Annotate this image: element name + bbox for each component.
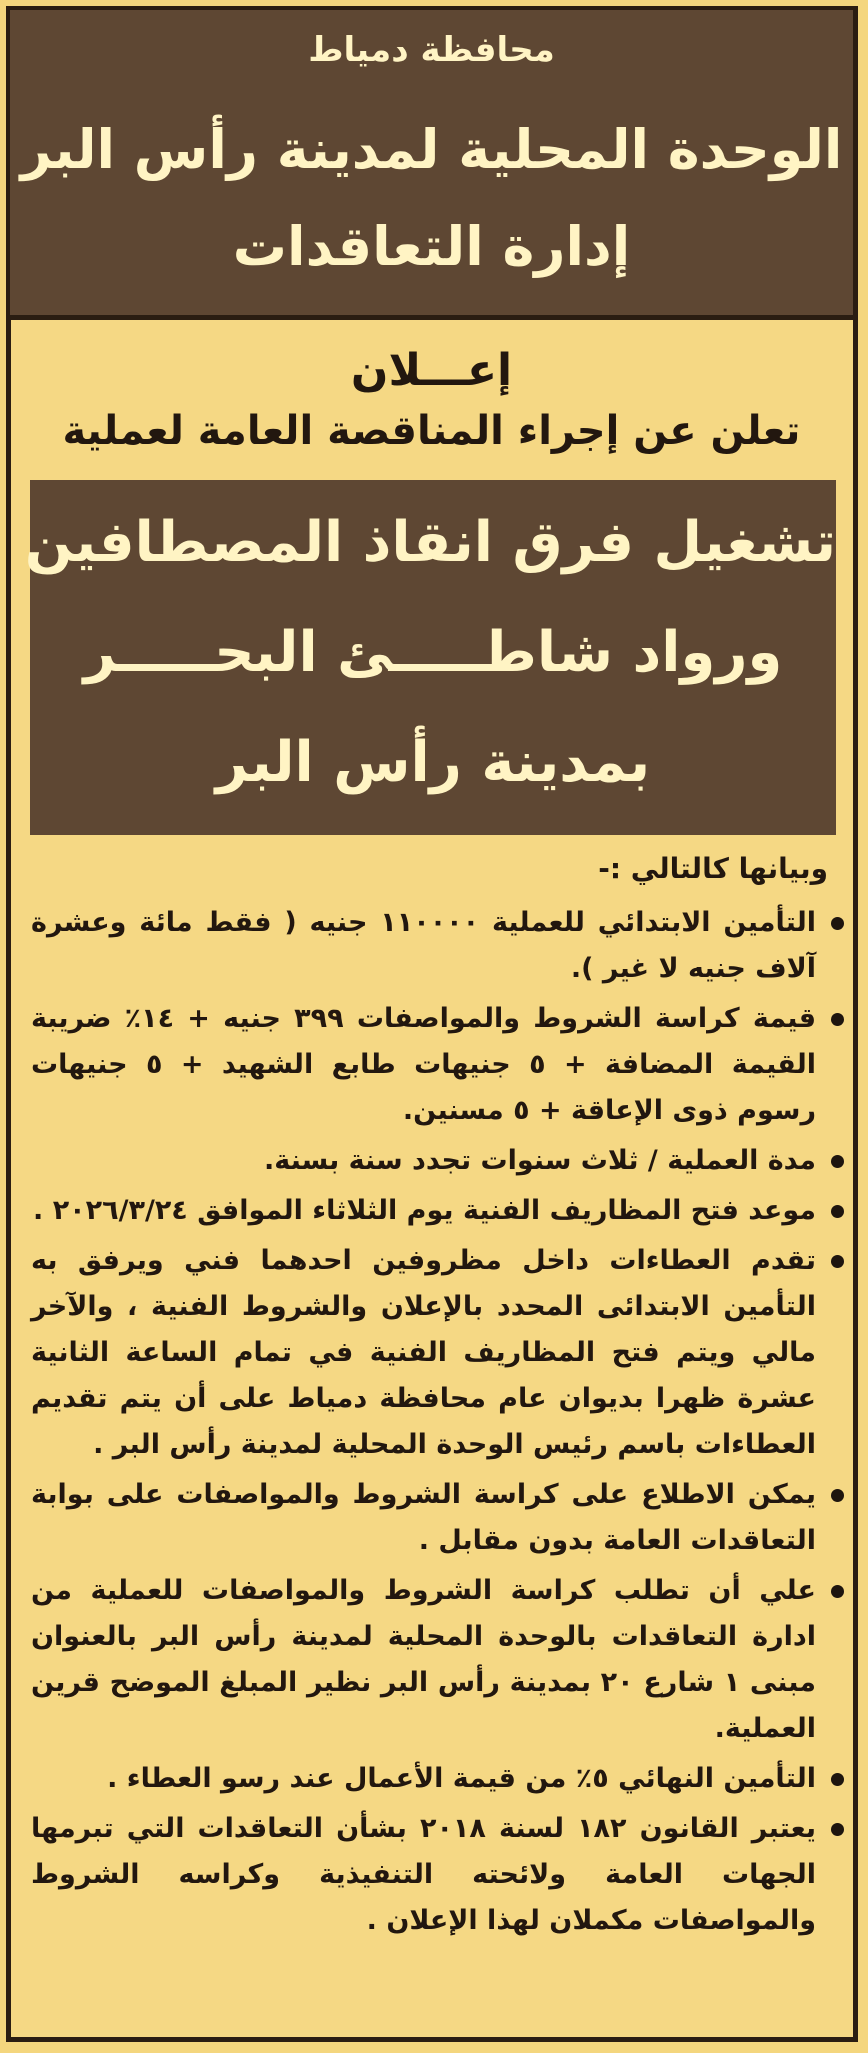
bullet-icon [831, 1489, 844, 1502]
item-text: تقدم العطاءات داخل مظروفين احدهما فني ويرفق به التأمين الابتدائى المحدد بالإعلان والشروط الفنية ، والآخر مالي ويتم فتح المظاريف الفنية في تمام الساعة الثانية عشرة ظهرا بديوان عام محافظة دمياط على أن يتم تقديم العطاءات باسم رئيس الوحدة المحلية لمدينة رأس البر . [31, 1245, 816, 1460]
list-item [31, 1806, 846, 1944]
bullet-icon [831, 917, 844, 930]
item-text: علي أن تطلب كراسة الشروط والمواصفات للعملية من ادارة التعاقدات بالوحدة المحلية لمدينة رأس البر بالعنوان مبنى ١ شارع ٢٠ بمدينة رأس البر نظير المبلغ الموضح قرين العملية. [31, 1575, 816, 1744]
bullet-icon [831, 1155, 844, 1168]
subject-line-1: تشغيل فرق انقاذ المصطافين [24, 510, 836, 575]
item-text: مدة العملية / ثلاث سنوات تجدد سنة بسنة. [264, 1145, 816, 1176]
list-item [31, 1568, 846, 1752]
list-item [31, 1188, 846, 1234]
subject-line-3: بمدينة رأس البر [215, 730, 651, 795]
list-item [31, 900, 846, 992]
tender-details-list [31, 900, 846, 1948]
details-intro: وبيانها كالتالي :- [598, 852, 828, 885]
bullet-icon [831, 1823, 844, 1836]
bullet-icon [831, 1013, 844, 1026]
item-text: التأمين النهائي ٥٪ من قيمة الأعمال عند رسو العطاء . [107, 1763, 816, 1794]
item-text: موعد فتح المظاريف الفنية يوم الثلاثاء الموافق ٢٠٢٦/٣/٢٤ . [33, 1195, 816, 1226]
tender-subject-banner [24, 480, 836, 835]
item-text: قيمة كراسة الشروط والمواصفات ٣٩٩ جنيه + ١٤٪ ضريبة القيمة المضافة + ٥ جنيهات طابع الشهيد + ٥ جنيهات رسوم ذوى الإعاقة + ٥ مسنين. [31, 1003, 817, 1126]
bullet-icon [831, 1773, 844, 1786]
bullet-icon [831, 1205, 844, 1218]
header-banner [10, 10, 853, 320]
local-unit-name: الوحدة المحلية لمدينة رأس البر [20, 118, 843, 181]
list-item [31, 996, 846, 1134]
list-item [31, 1138, 846, 1184]
bullet-icon [831, 1585, 844, 1598]
list-item [31, 1238, 846, 1468]
item-text: يعتبر القانون ١٨٢ لسنة ٢٠١٨ بشأن التعاقدات التي تبرمها الجهات العامة ولائحته التنفيذية وكراسه الشروط والمواصفات مكملان لهذا الإعلان . [31, 1813, 816, 1936]
announcement-label: إعـــلان [350, 345, 513, 396]
item-text: التأمين الابتدائي للعملية ١١٠٠٠٠ جنيه ( فقط مائة وعشرة آلاف جنيه لا غير ). [31, 907, 816, 984]
governorate-name: محافظة دمياط [308, 30, 555, 70]
announcement-lead: تعلن عن إجراء المناقصة العامة لعملية [62, 408, 801, 454]
list-item [31, 1756, 846, 1802]
subject-line-2: ورواد شاطـــــئ البحـــــر [83, 620, 783, 685]
bullet-icon [831, 1255, 844, 1268]
list-item [31, 1472, 846, 1564]
item-text: يمكن الاطلاع على كراسة الشروط والمواصفات على بوابة التعاقدات العامة بدون مقابل . [31, 1479, 816, 1556]
department-name: إدارة التعاقدات [232, 215, 631, 278]
